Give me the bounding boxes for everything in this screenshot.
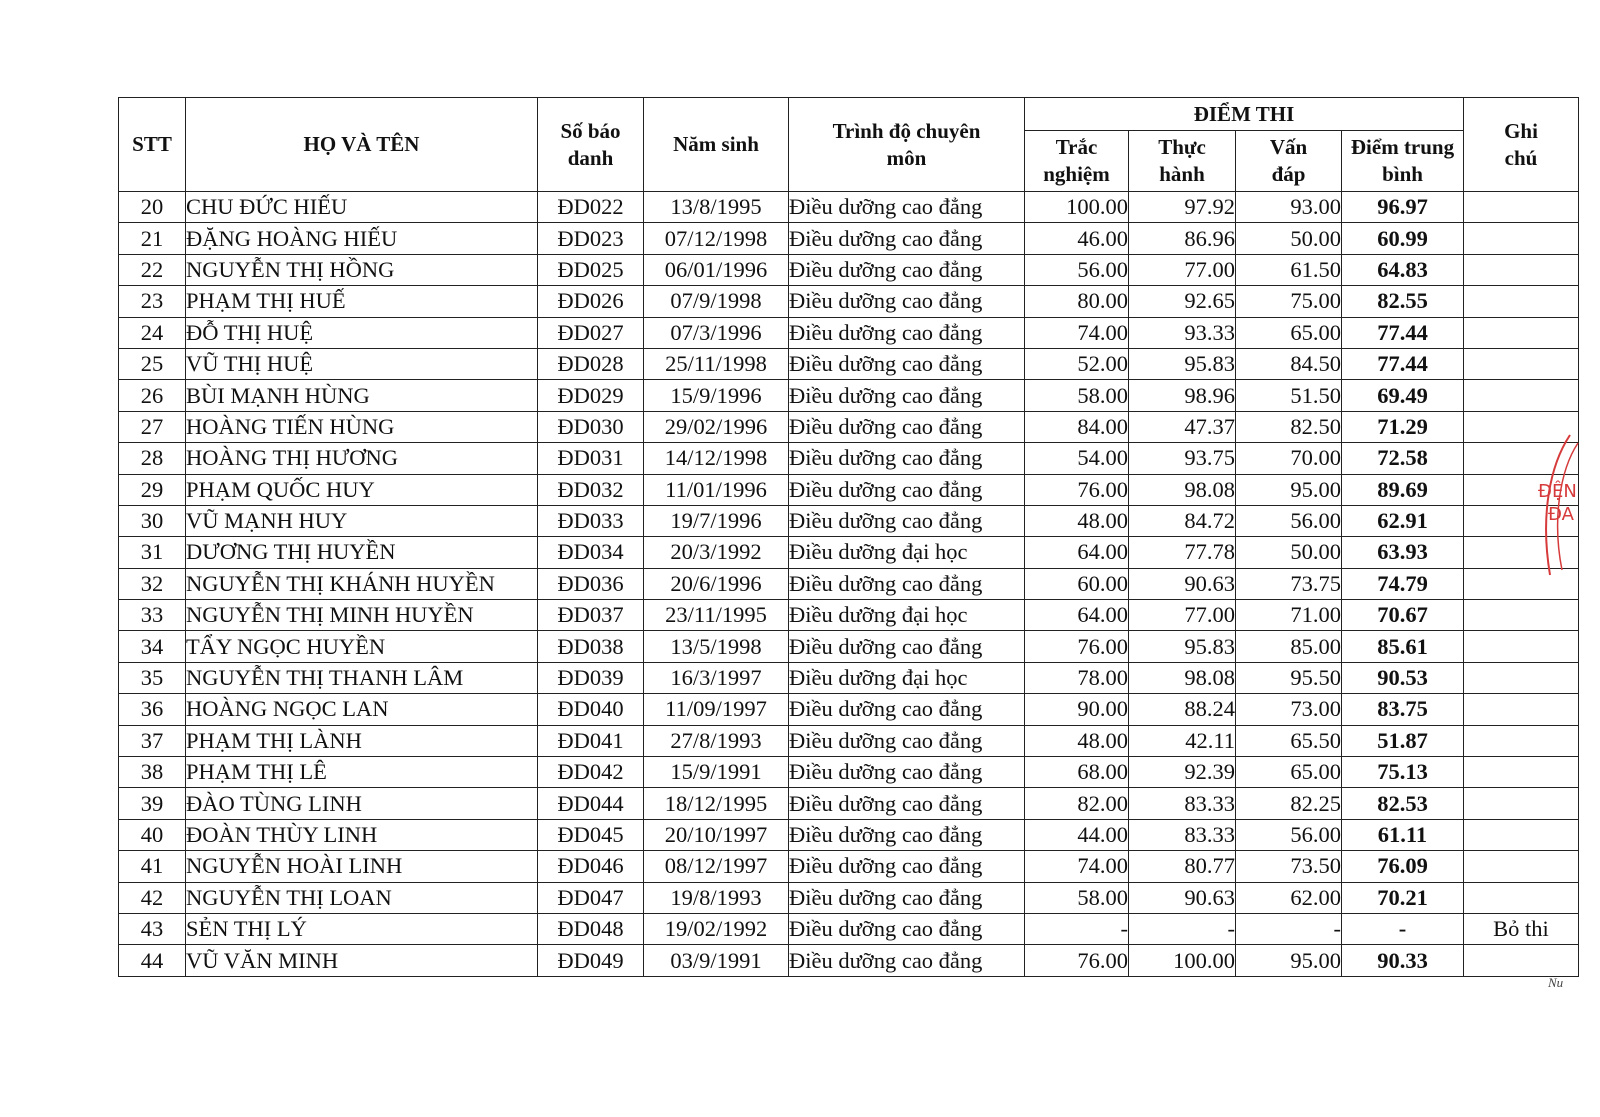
cell-stt: 26 <box>119 380 186 411</box>
cell-stt: 25 <box>119 348 186 379</box>
cell-average: 77.44 <box>1342 348 1464 379</box>
stamp-fragment-2: ĐA <box>1548 504 1574 525</box>
cell-name: TẨY NGỌC HUYỀN <box>186 631 538 662</box>
cell-oral: 85.00 <box>1236 631 1342 662</box>
cell-candidate-no: ĐD026 <box>538 286 644 317</box>
cell-note <box>1464 600 1579 631</box>
cell-stt: 35 <box>119 662 186 693</box>
cell-average: 96.97 <box>1342 192 1464 223</box>
cell-practical: 83.33 <box>1129 788 1236 819</box>
cell-written: 68.00 <box>1025 757 1129 788</box>
cell-oral: 82.25 <box>1236 788 1342 819</box>
cell-qualification: Điều dưỡng đại học <box>789 662 1025 693</box>
cell-birth-date: 16/3/1997 <box>644 662 789 693</box>
cell-birth-date: 14/12/1998 <box>644 443 789 474</box>
cell-candidate-no: ĐD042 <box>538 757 644 788</box>
header-stt: STT <box>119 98 186 192</box>
table-body <box>119 192 1579 977</box>
cell-practical: 97.92 <box>1129 192 1236 223</box>
cell-oral: 50.00 <box>1236 223 1342 254</box>
cell-oral: 56.00 <box>1236 505 1342 536</box>
cell-practical: 84.72 <box>1129 505 1236 536</box>
cell-qualification: Điều dưỡng cao đẳng <box>789 757 1025 788</box>
cell-written: 60.00 <box>1025 568 1129 599</box>
cell-oral: 73.75 <box>1236 568 1342 599</box>
table-row <box>119 286 1579 317</box>
table-row <box>119 348 1579 379</box>
cell-name: PHẠM THỊ LÀNH <box>186 725 538 756</box>
cell-note <box>1464 631 1579 662</box>
table-row <box>119 945 1579 976</box>
cell-candidate-no: ĐD022 <box>538 192 644 223</box>
header-average: Điểm trung bình <box>1342 131 1464 192</box>
cell-oral: 56.00 <box>1236 819 1342 850</box>
table-row <box>119 505 1579 536</box>
cell-practical: 92.39 <box>1129 757 1236 788</box>
cell-candidate-no: ĐD046 <box>538 851 644 882</box>
cell-birth-date: 13/5/1998 <box>644 631 789 662</box>
cell-practical: 88.24 <box>1129 694 1236 725</box>
cell-oral: 65.00 <box>1236 317 1342 348</box>
table-row <box>119 380 1579 411</box>
cell-name: DƯƠNG THỊ HUYỀN <box>186 537 538 568</box>
cell-qualification: Điều dưỡng cao đẳng <box>789 443 1025 474</box>
cell-average: 62.91 <box>1342 505 1464 536</box>
cell-candidate-no: ĐD028 <box>538 348 644 379</box>
table-row <box>119 600 1579 631</box>
cell-candidate-no: ĐD039 <box>538 662 644 693</box>
cell-note <box>1464 725 1579 756</box>
cell-stt: 28 <box>119 443 186 474</box>
table-row <box>119 192 1579 223</box>
cell-average: 61.11 <box>1342 819 1464 850</box>
cell-qualification: Điều dưỡng cao đẳng <box>789 725 1025 756</box>
cell-name: NGUYỄN THỊ MINH HUYỀN <box>186 600 538 631</box>
cell-name: VŨ VĂN MINH <box>186 945 538 976</box>
cell-oral: 95.00 <box>1236 474 1342 505</box>
cell-birth-date: 19/02/1992 <box>644 913 789 944</box>
cell-candidate-no: ĐD023 <box>538 223 644 254</box>
cell-birth-date: 20/3/1992 <box>644 537 789 568</box>
cell-stt: 36 <box>119 694 186 725</box>
cell-birth-date: 13/8/1995 <box>644 192 789 223</box>
cell-note <box>1464 286 1579 317</box>
cell-average: - <box>1342 913 1464 944</box>
official-stamp <box>1530 425 1600 595</box>
cell-oral: 71.00 <box>1236 600 1342 631</box>
cell-practical: - <box>1129 913 1236 944</box>
cell-birth-date: 11/01/1996 <box>644 474 789 505</box>
cell-stt: 32 <box>119 568 186 599</box>
stamp-fragment-1: ĐỆN <box>1538 481 1577 502</box>
table-row <box>119 223 1579 254</box>
cell-note <box>1464 851 1579 882</box>
cell-written: 52.00 <box>1025 348 1129 379</box>
table-row <box>119 443 1579 474</box>
header-oral: Vấn đáp <box>1236 131 1342 192</box>
cell-qualification: Điều dưỡng cao đẳng <box>789 286 1025 317</box>
cell-written: 64.00 <box>1025 600 1129 631</box>
cell-practical: 92.65 <box>1129 286 1236 317</box>
cell-name: HOÀNG TIẾN HÙNG <box>186 411 538 442</box>
cell-average: 72.58 <box>1342 443 1464 474</box>
cell-candidate-no: ĐD036 <box>538 568 644 599</box>
cell-candidate-no: ĐD041 <box>538 725 644 756</box>
cell-stt: 44 <box>119 945 186 976</box>
cell-stt: 38 <box>119 757 186 788</box>
cell-practical: 95.83 <box>1129 348 1236 379</box>
cell-average: 82.53 <box>1342 788 1464 819</box>
cell-average: 89.69 <box>1342 474 1464 505</box>
cell-stt: 34 <box>119 631 186 662</box>
cell-practical: 98.96 <box>1129 380 1236 411</box>
cell-note <box>1464 662 1579 693</box>
cell-candidate-no: ĐD045 <box>538 819 644 850</box>
table-row <box>119 254 1579 285</box>
cell-qualification: Điều dưỡng cao đẳng <box>789 474 1025 505</box>
cell-oral: 82.50 <box>1236 411 1342 442</box>
cell-qualification: Điều dưỡng cao đẳng <box>789 631 1025 662</box>
cell-written: 58.00 <box>1025 380 1129 411</box>
cell-practical: 80.77 <box>1129 851 1236 882</box>
cell-stt: 31 <box>119 537 186 568</box>
cell-oral: 70.00 <box>1236 443 1342 474</box>
cell-candidate-no: ĐD031 <box>538 443 644 474</box>
cell-qualification: Điều dưỡng đại học <box>789 600 1025 631</box>
table-row <box>119 317 1579 348</box>
cell-practical: 47.37 <box>1129 411 1236 442</box>
cell-average: 76.09 <box>1342 851 1464 882</box>
cell-birth-date: 20/10/1997 <box>644 819 789 850</box>
cell-written: 74.00 <box>1025 851 1129 882</box>
cell-birth-date: 19/7/1996 <box>644 505 789 536</box>
cell-candidate-no: ĐD027 <box>538 317 644 348</box>
table-row <box>119 631 1579 662</box>
cell-qualification: Điều dưỡng cao đẳng <box>789 945 1025 976</box>
cell-qualification: Điều dưỡng cao đẳng <box>789 254 1025 285</box>
cell-birth-date: 18/12/1995 <box>644 788 789 819</box>
cell-candidate-no: ĐD044 <box>538 788 644 819</box>
cell-stt: 22 <box>119 254 186 285</box>
header-candidate-no: Số báo danh <box>538 98 644 192</box>
cell-oral: 95.00 <box>1236 945 1342 976</box>
cell-written: 58.00 <box>1025 882 1129 913</box>
cell-qualification: Điều dưỡng cao đẳng <box>789 913 1025 944</box>
cell-practical: 98.08 <box>1129 474 1236 505</box>
header-note: Ghi chú <box>1464 98 1579 192</box>
cell-note <box>1464 819 1579 850</box>
table-row <box>119 913 1579 944</box>
cell-note: Bỏ thi <box>1464 913 1579 944</box>
table-row <box>119 411 1579 442</box>
cell-average: 83.75 <box>1342 694 1464 725</box>
table-row <box>119 662 1579 693</box>
cell-qualification: Điều dưỡng cao đẳng <box>789 348 1025 379</box>
cell-stt: 40 <box>119 819 186 850</box>
cell-practical: 90.63 <box>1129 882 1236 913</box>
table-row <box>119 757 1579 788</box>
cell-qualification: Điều dưỡng cao đẳng <box>789 788 1025 819</box>
cell-stt: 29 <box>119 474 186 505</box>
cell-average: 63.93 <box>1342 537 1464 568</box>
cell-qualification: Điều dưỡng cao đẳng <box>789 223 1025 254</box>
cell-name: VŨ MẠNH HUY <box>186 505 538 536</box>
cell-oral: 61.50 <box>1236 254 1342 285</box>
cell-average: 70.21 <box>1342 882 1464 913</box>
cell-name: NGUYỄN THỊ HỒNG <box>186 254 538 285</box>
cell-written: 82.00 <box>1025 788 1129 819</box>
cell-birth-date: 29/02/1996 <box>644 411 789 442</box>
cell-note <box>1464 254 1579 285</box>
cell-written: 78.00 <box>1025 662 1129 693</box>
cell-qualification: Điều dưỡng cao đẳng <box>789 694 1025 725</box>
cell-name: NGUYỄN HOÀI LINH <box>186 851 538 882</box>
cell-name: NGUYỄN THỊ KHÁNH HUYỀN <box>186 568 538 599</box>
cell-stt: 43 <box>119 913 186 944</box>
cell-average: 70.67 <box>1342 600 1464 631</box>
table-row <box>119 725 1579 756</box>
cell-average: 85.61 <box>1342 631 1464 662</box>
cell-birth-date: 15/9/1991 <box>644 757 789 788</box>
cell-candidate-no: ĐD032 <box>538 474 644 505</box>
table-row <box>119 788 1579 819</box>
cell-oral: - <box>1236 913 1342 944</box>
cell-practical: 95.83 <box>1129 631 1236 662</box>
cell-name: HOÀNG THỊ HƯƠNG <box>186 443 538 474</box>
cell-name: PHẠM QUỐC HUY <box>186 474 538 505</box>
cell-oral: 65.00 <box>1236 757 1342 788</box>
cell-written: 64.00 <box>1025 537 1129 568</box>
cell-candidate-no: ĐD025 <box>538 254 644 285</box>
cell-average: 90.53 <box>1342 662 1464 693</box>
cell-oral: 93.00 <box>1236 192 1342 223</box>
cell-oral: 65.50 <box>1236 725 1342 756</box>
cell-birth-date: 19/8/1993 <box>644 882 789 913</box>
cell-candidate-no: ĐD040 <box>538 694 644 725</box>
table-row <box>119 474 1579 505</box>
cell-stt: 41 <box>119 851 186 882</box>
header-birth-date: Năm sinh <box>644 98 789 192</box>
cell-stt: 33 <box>119 600 186 631</box>
cell-stt: 21 <box>119 223 186 254</box>
cell-written: 76.00 <box>1025 474 1129 505</box>
cell-birth-date: 08/12/1997 <box>644 851 789 882</box>
cell-oral: 73.00 <box>1236 694 1342 725</box>
cell-name: ĐOÀN THÙY LINH <box>186 819 538 850</box>
cell-average: 77.44 <box>1342 317 1464 348</box>
cell-qualification: Điều dưỡng cao đẳng <box>789 192 1025 223</box>
cell-written: 76.00 <box>1025 631 1129 662</box>
cell-practical: 77.00 <box>1129 254 1236 285</box>
cell-name: NGUYỄN THỊ THANH LÂM <box>186 662 538 693</box>
cell-written: 48.00 <box>1025 725 1129 756</box>
cell-note <box>1464 757 1579 788</box>
cell-candidate-no: ĐD030 <box>538 411 644 442</box>
cell-practical: 100.00 <box>1129 945 1236 976</box>
cell-note <box>1464 223 1579 254</box>
cell-name: CHU ĐỨC HIẾU <box>186 192 538 223</box>
cell-name: PHẠM THỊ LÊ <box>186 757 538 788</box>
cell-note <box>1464 945 1579 976</box>
cell-practical: 86.96 <box>1129 223 1236 254</box>
cell-qualification: Điều dưỡng cao đẳng <box>789 411 1025 442</box>
header-practical: Thực hành <box>1129 131 1236 192</box>
cell-qualification: Điều dưỡng cao đẳng <box>789 380 1025 411</box>
cell-candidate-no: ĐD034 <box>538 537 644 568</box>
cell-stt: 27 <box>119 411 186 442</box>
cell-written: 54.00 <box>1025 443 1129 474</box>
cell-written: 84.00 <box>1025 411 1129 442</box>
cell-stt: 37 <box>119 725 186 756</box>
cell-candidate-no: ĐD033 <box>538 505 644 536</box>
cell-stt: 23 <box>119 286 186 317</box>
cell-qualification: Điều dưỡng cao đẳng <box>789 819 1025 850</box>
cell-practical: 93.33 <box>1129 317 1236 348</box>
cell-birth-date: 23/11/1995 <box>644 600 789 631</box>
cell-note <box>1464 882 1579 913</box>
cell-written: 90.00 <box>1025 694 1129 725</box>
cell-candidate-no: ĐD029 <box>538 380 644 411</box>
cell-note <box>1464 192 1579 223</box>
cell-birth-date: 25/11/1998 <box>644 348 789 379</box>
cell-name: ĐÀO TÙNG LINH <box>186 788 538 819</box>
cell-candidate-no: ĐD037 <box>538 600 644 631</box>
cell-average: 82.55 <box>1342 286 1464 317</box>
cell-stt: 24 <box>119 317 186 348</box>
cell-name: PHẠM THỊ HUẾ <box>186 286 538 317</box>
cell-birth-date: 11/09/1997 <box>644 694 789 725</box>
header-name: HỌ VÀ TÊN <box>186 98 538 192</box>
table-row <box>119 882 1579 913</box>
cell-candidate-no: ĐD048 <box>538 913 644 944</box>
cell-birth-date: 03/9/1991 <box>644 945 789 976</box>
table-row <box>119 851 1579 882</box>
cell-oral: 73.50 <box>1236 851 1342 882</box>
table-header <box>119 98 1579 192</box>
cell-written: 74.00 <box>1025 317 1129 348</box>
cell-oral: 84.50 <box>1236 348 1342 379</box>
cell-oral: 75.00 <box>1236 286 1342 317</box>
cell-written: 48.00 <box>1025 505 1129 536</box>
cell-oral: 50.00 <box>1236 537 1342 568</box>
cell-name: VŨ THỊ HUỆ <box>186 348 538 379</box>
cell-average: 51.87 <box>1342 725 1464 756</box>
cell-name: BÙI MẠNH HÙNG <box>186 380 538 411</box>
table-row <box>119 694 1579 725</box>
cell-note <box>1464 317 1579 348</box>
cell-candidate-no: ĐD038 <box>538 631 644 662</box>
cell-written: 80.00 <box>1025 286 1129 317</box>
cell-practical: 98.08 <box>1129 662 1236 693</box>
cell-birth-date: 07/12/1998 <box>644 223 789 254</box>
table-row <box>119 819 1579 850</box>
cell-qualification: Điều dưỡng đại học <box>789 537 1025 568</box>
cell-qualification: Điều dưỡng cao đẳng <box>789 882 1025 913</box>
cell-birth-date: 20/6/1996 <box>644 568 789 599</box>
cell-note <box>1464 348 1579 379</box>
cell-average: 71.29 <box>1342 411 1464 442</box>
cell-name: NGUYỄN THỊ LOAN <box>186 882 538 913</box>
cell-name: ĐỖ THỊ HUỆ <box>186 317 538 348</box>
table-row <box>119 537 1579 568</box>
cell-written: 100.00 <box>1025 192 1129 223</box>
header-written: Trắc nghiệm <box>1025 131 1129 192</box>
cell-average: 75.13 <box>1342 757 1464 788</box>
cell-qualification: Điều dưỡng cao đẳng <box>789 317 1025 348</box>
header-qualification: Trình độ chuyên môn <box>789 98 1025 192</box>
cell-stt: 39 <box>119 788 186 819</box>
cell-stt: 30 <box>119 505 186 536</box>
cell-qualification: Điều dưỡng cao đẳng <box>789 851 1025 882</box>
cell-written: - <box>1025 913 1129 944</box>
cell-oral: 51.50 <box>1236 380 1342 411</box>
cell-oral: 95.50 <box>1236 662 1342 693</box>
cell-name: ĐẶNG HOÀNG HIẾU <box>186 223 538 254</box>
cell-note <box>1464 380 1579 411</box>
cell-practical: 42.11 <box>1129 725 1236 756</box>
cell-average: 69.49 <box>1342 380 1464 411</box>
cell-name: HOÀNG NGỌC LAN <box>186 694 538 725</box>
cell-average: 74.79 <box>1342 568 1464 599</box>
cell-stt: 20 <box>119 192 186 223</box>
cell-candidate-no: ĐD047 <box>538 882 644 913</box>
cell-average: 60.99 <box>1342 223 1464 254</box>
cell-written: 46.00 <box>1025 223 1129 254</box>
cell-birth-date: 27/8/1993 <box>644 725 789 756</box>
cell-birth-date: 06/01/1996 <box>644 254 789 285</box>
cell-written: 44.00 <box>1025 819 1129 850</box>
cell-written: 76.00 <box>1025 945 1129 976</box>
cell-birth-date: 07/9/1998 <box>644 286 789 317</box>
cell-note <box>1464 694 1579 725</box>
cell-practical: 90.63 <box>1129 568 1236 599</box>
cell-qualification: Điều dưỡng cao đẳng <box>789 505 1025 536</box>
cell-oral: 62.00 <box>1236 882 1342 913</box>
cell-written: 56.00 <box>1025 254 1129 285</box>
exam-results-table <box>118 97 1579 977</box>
cell-note <box>1464 788 1579 819</box>
cell-practical: 93.75 <box>1129 443 1236 474</box>
cell-stt: 42 <box>119 882 186 913</box>
cell-average: 90.33 <box>1342 945 1464 976</box>
cell-average: 64.83 <box>1342 254 1464 285</box>
cell-qualification: Điều dưỡng cao đẳng <box>789 568 1025 599</box>
cell-candidate-no: ĐD049 <box>538 945 644 976</box>
cell-birth-date: 07/3/1996 <box>644 317 789 348</box>
table-row <box>119 568 1579 599</box>
header-scores-group: ĐIỂM THI <box>1025 98 1464 131</box>
cell-practical: 77.78 <box>1129 537 1236 568</box>
handwritten-initial: Nu <box>1548 975 1564 990</box>
cell-birth-date: 15/9/1996 <box>644 380 789 411</box>
cell-name: SẺN THỊ LÝ <box>186 913 538 944</box>
cell-practical: 77.00 <box>1129 600 1236 631</box>
cell-practical: 83.33 <box>1129 819 1236 850</box>
